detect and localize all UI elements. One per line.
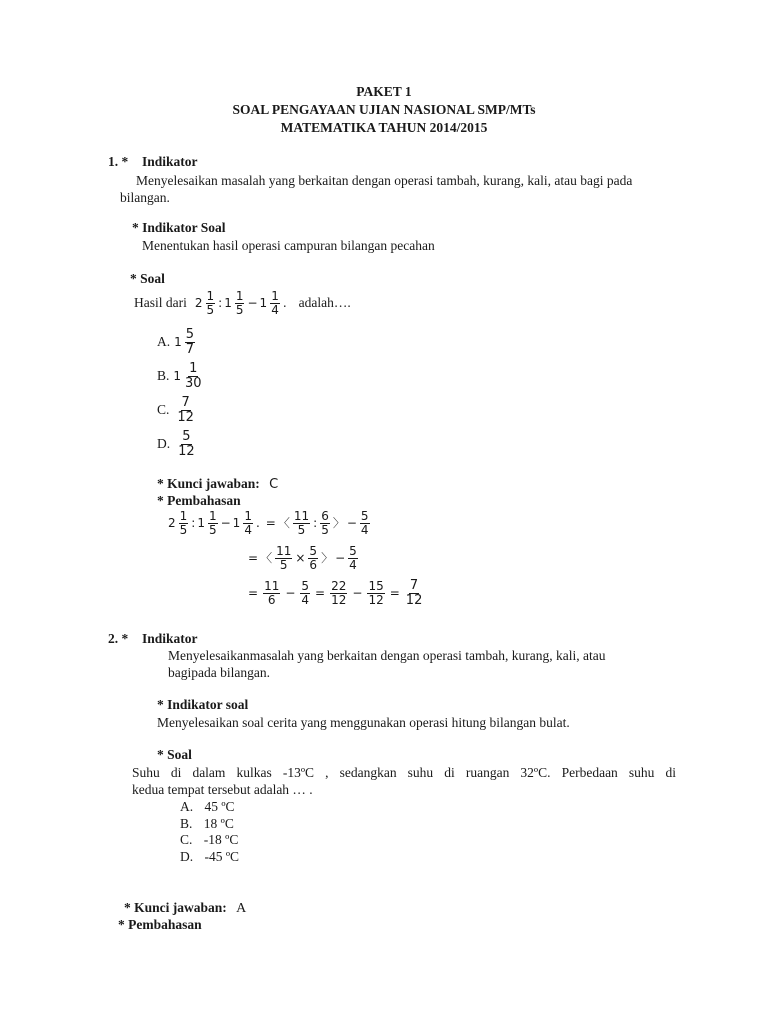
- kunci-label: * Kunci jawaban:: [157, 476, 260, 491]
- expr-period: .: [282, 295, 287, 310]
- q1-number: 1. *: [108, 154, 129, 169]
- option-label: B.: [180, 816, 193, 831]
- q1-indikator-text: Menyelesaikan masalah yang berkaitan dengan operasi tambah, kurang, kali, atau bagi pada bilangan.: [120, 173, 633, 205]
- expr-operator: :: [218, 295, 223, 310]
- kunci-value: C: [269, 477, 279, 492]
- option-label: C.: [157, 402, 170, 418]
- q1-indikator-label: Indikator: [142, 154, 198, 169]
- option-label: A.: [180, 799, 194, 814]
- doc-title-matematika: MATEMATIKA TAHUN 2014/2015: [280, 120, 488, 135]
- q2-option-c: [180, 832, 238, 848]
- q2-option-b: [180, 816, 234, 832]
- kunci-label: * Kunci jawaban:: [124, 900, 227, 915]
- doc-title-paket: PAKET 1: [356, 84, 412, 99]
- q2-indikator-text-line-2: bagipada bilangan.: [168, 665, 270, 680]
- q2-soal-label: * Soal: [157, 747, 192, 762]
- q1-soal-label: * Soal: [130, 271, 165, 286]
- q1-option-a: A. 1 $\frac{5}{7}$: [157, 327, 195, 357]
- q1-soal-suffix: adalah….: [298, 295, 351, 310]
- q1-pembahasan-line-2: = 〈 $\frac{11}{5}$ × $\frac{5}{6}$ 〉 − $\frac{5}{4}$: [248, 544, 357, 572]
- q2-indikator-soal-text: Menyelesaikan soal cerita yang menggunakan operasi hitung bilangan bulat.: [157, 715, 570, 730]
- q2-indikator-label: Indikator: [142, 631, 198, 646]
- option-label: D.: [157, 436, 171, 452]
- option-text: -45 ºC: [204, 849, 240, 864]
- q1-soal-question: [134, 290, 351, 316]
- q2-number: 2. *: [108, 631, 129, 646]
- q1-soal-prefix: Hasil dari: [134, 295, 187, 310]
- q1-kunci: [157, 476, 278, 493]
- q2-option-a: [180, 799, 235, 815]
- q2-soal-text-line-1: [132, 765, 676, 781]
- q1-indikator-soal-label: * Indikator Soal: [132, 220, 226, 235]
- expr-fraction: $\frac{1}{5}$: [206, 289, 215, 317]
- expr-fraction: $\frac{1}{5}$: [235, 289, 244, 317]
- option-label: A.: [157, 334, 171, 350]
- q1-option-c: C. $\frac{7}{12}$: [157, 395, 194, 425]
- q2-indikator-soal-label: * Indikator soal: [157, 697, 249, 712]
- q2-option-d: [180, 849, 239, 865]
- q1-option-b: B. 1 $\frac{1}{30}$: [157, 361, 202, 391]
- expr-whole: 1: [259, 295, 268, 310]
- option-text: 18 ºC: [203, 816, 234, 831]
- expr-whole: 2: [194, 295, 203, 310]
- q1-pembahasan-line-1: 2 $\frac{1}{5}$ : 1 $\frac{1}{5}$ − 1 $\frac{1}{4}$ . = 〈 $\frac{11}{5}$ : $\frac{6}{5}$ 〉 − $\frac{5}{4}$: [168, 509, 369, 537]
- q2-soal-line-1-text: Suhu di dalam kulkas -13ºC , sedangkan suhu di ruangan 32ºC. Perbedaan suhu di: [132, 765, 676, 780]
- kunci-value: A: [236, 901, 247, 916]
- option-label: D.: [180, 849, 194, 864]
- q1-pembahasan-line-3: = $\frac{11}{6}$ − $\frac{5}{4}$ = $\frac{22}{12}$ − $\frac{15}{12}$ = $\frac{7}{12}$: [248, 578, 423, 608]
- q2-pembahasan-label: * Pembahasan: [118, 917, 202, 932]
- q2-kunci: [124, 900, 246, 918]
- option-label: C.: [180, 832, 193, 847]
- q2-soal-text-line-2: kedua tempat tersebut adalah … .: [132, 782, 313, 797]
- q1-soal-expression: [195, 290, 287, 316]
- expr-whole: 1: [224, 295, 232, 310]
- q1-indikator-soal-text: Menentukan hasil operasi campuran bilangan pecahan: [142, 238, 435, 253]
- q1-option-d: D. $\frac{5}{12}$: [157, 429, 195, 459]
- option-label: B.: [157, 368, 170, 384]
- q1-pembahasan-label: * Pembahasan: [157, 493, 241, 508]
- option-text: 45 ºC: [204, 799, 235, 814]
- q2-indikator-text-line-1: Menyelesaikanmasalah yang berkaitan dengan operasi tambah, kurang, kali, atau: [168, 648, 606, 663]
- expr-operator: −: [247, 295, 258, 310]
- doc-title-soal: SOAL PENGAYAAN UJIAN NASIONAL SMP/MTs: [232, 102, 536, 117]
- option-text: -18 ºC: [203, 832, 239, 847]
- expr-fraction: $\frac{1}{4}$: [271, 289, 279, 317]
